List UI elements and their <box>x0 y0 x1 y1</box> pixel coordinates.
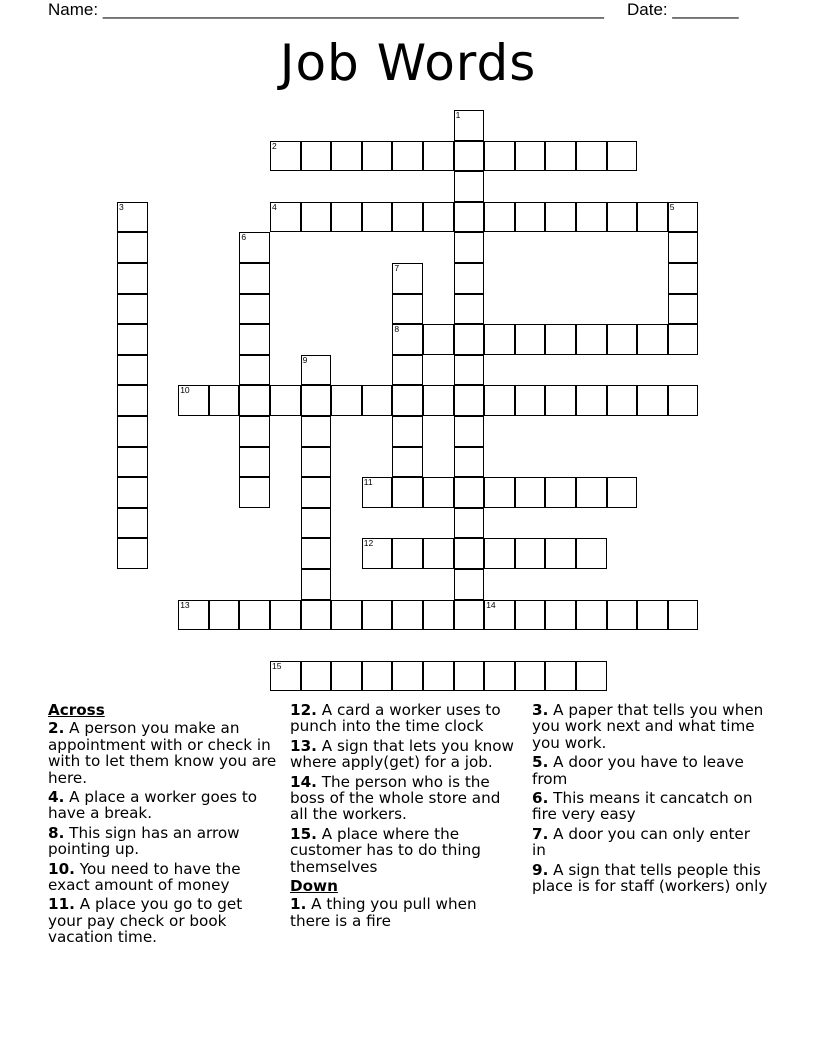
grid-cell[interactable] <box>117 416 148 447</box>
grid-cell[interactable] <box>484 600 515 631</box>
grid-cell[interactable] <box>515 324 546 355</box>
clue-down-3: 3. A paper that tells you when you work next and what time you work. <box>532 701 764 752</box>
grid-cell[interactable] <box>484 324 515 355</box>
grid-cell[interactable] <box>392 385 423 416</box>
grid-cell[interactable] <box>270 661 301 692</box>
grid-cell[interactable] <box>270 600 301 631</box>
grid-cell[interactable] <box>454 110 485 141</box>
grid-cell[interactable] <box>454 447 485 478</box>
grid-cell[interactable] <box>239 355 270 386</box>
grid-cell[interactable] <box>454 355 485 386</box>
grid-cell[interactable] <box>209 385 240 416</box>
cell-number: 8 <box>394 324 400 335</box>
grid-cell[interactable] <box>576 324 607 355</box>
grid-cell[interactable] <box>454 294 485 325</box>
grid-cell[interactable] <box>576 202 607 233</box>
grid-cell[interactable] <box>454 569 485 600</box>
grid-cell[interactable] <box>362 661 393 692</box>
grid-cell[interactable] <box>454 324 485 355</box>
clue-down-9: 9. A sign that tells people this place is for staff (workers) only <box>532 860 768 896</box>
grid-cell[interactable] <box>117 508 148 539</box>
grid-cell[interactable] <box>239 324 270 355</box>
grid-cell[interactable] <box>117 538 148 569</box>
clue-across-14: 14. The person who is the boss of the whole store and all the workers. <box>290 772 501 824</box>
grid-cell[interactable] <box>454 416 485 447</box>
grid-cell[interactable] <box>607 324 638 355</box>
grid-cell[interactable] <box>392 661 423 692</box>
grid-cell[interactable] <box>454 661 485 692</box>
grid-cell[interactable] <box>301 538 332 569</box>
grid-cell[interactable] <box>515 385 546 416</box>
grid-cell[interactable] <box>117 355 148 386</box>
grid-cell[interactable] <box>392 263 423 294</box>
grid-cell[interactable] <box>362 141 393 172</box>
grid-cell[interactable] <box>545 538 576 569</box>
grid-cell[interactable] <box>454 538 485 569</box>
grid-cell[interactable] <box>209 600 240 631</box>
grid-cell[interactable] <box>117 324 148 355</box>
cell-number: 1 <box>455 110 461 120</box>
grid-cell[interactable] <box>668 232 699 263</box>
grid-cell[interactable] <box>239 232 270 263</box>
grid-cell[interactable] <box>515 141 546 172</box>
grid-cell[interactable] <box>362 600 393 631</box>
grid-cell[interactable] <box>270 385 301 416</box>
grid-cell[interactable] <box>454 202 485 233</box>
grid-cell[interactable] <box>117 447 148 478</box>
grid-cell[interactable] <box>362 538 393 569</box>
clue-down-1: 1. A thing you pull when there is a fire <box>290 895 477 930</box>
grid-cell[interactable] <box>117 294 148 325</box>
grid-cell[interactable] <box>301 600 332 631</box>
grid-cell[interactable] <box>362 477 393 508</box>
cell-number: 14 <box>486 599 496 610</box>
grid-cell[interactable] <box>423 202 454 233</box>
grid-cell[interactable] <box>423 477 454 508</box>
across-heading: Across <box>48 701 105 719</box>
grid-cell[interactable] <box>515 661 546 692</box>
grid-cell[interactable] <box>331 202 362 233</box>
grid-cell[interactable] <box>117 232 148 263</box>
grid-cell[interactable] <box>545 661 576 692</box>
grid-cell[interactable] <box>576 477 607 508</box>
grid-cell[interactable] <box>545 324 576 355</box>
grid-cell[interactable] <box>576 538 607 569</box>
grid-cell[interactable] <box>423 600 454 631</box>
grid-cell[interactable] <box>117 477 148 508</box>
date-label: Date: <box>627 0 668 19</box>
page-title: Job Words <box>279 34 537 92</box>
grid-cell[interactable] <box>545 600 576 631</box>
grid-cell[interactable] <box>607 477 638 508</box>
grid-cell[interactable] <box>331 661 362 692</box>
grid-cell[interactable] <box>454 141 485 172</box>
clue-across-13: 13. A sign that lets you know where apply(get) for a job. <box>290 736 514 772</box>
clues-column-2 <box>290 702 518 932</box>
grid-cell[interactable] <box>545 385 576 416</box>
grid-cell[interactable] <box>484 477 515 508</box>
grid-cell[interactable] <box>576 600 607 631</box>
grid-cell[interactable] <box>484 385 515 416</box>
grid-cell[interactable] <box>392 324 423 355</box>
grid-cell[interactable] <box>454 385 485 416</box>
cell-number: 6 <box>241 232 247 243</box>
grid-cell[interactable] <box>607 202 638 233</box>
grid-cell[interactable] <box>392 600 423 631</box>
date-line: _______ <box>672 0 739 19</box>
clue-across-4: 4. A place a worker goes to have a break. <box>48 788 258 823</box>
clue-across-11: 11. A place you go to get your pay check or book vacation time. <box>48 895 243 947</box>
grid-cell[interactable] <box>270 202 301 233</box>
grid-cell[interactable] <box>576 661 607 692</box>
grid-cell[interactable] <box>484 141 515 172</box>
grid-cell[interactable] <box>454 232 485 263</box>
cell-number: 4 <box>272 201 277 212</box>
grid-cell[interactable] <box>239 447 270 478</box>
down-heading: Down <box>290 877 338 896</box>
cell-number: 7 <box>394 263 400 273</box>
grid-cell[interactable] <box>545 202 576 233</box>
grid-cell[interactable] <box>484 202 515 233</box>
grid-cell[interactable] <box>515 477 546 508</box>
clue-across-2: 2. A person you make an appointment with or check in with to let them know you are here. <box>48 719 277 787</box>
grid-cell[interactable] <box>301 355 332 386</box>
grid-cell[interactable] <box>362 385 393 416</box>
grid-cell[interactable] <box>392 141 423 172</box>
clues-column-1 <box>48 702 280 949</box>
grid-cell[interactable] <box>637 385 668 416</box>
grid-cell[interactable] <box>239 477 270 508</box>
grid-cell[interactable] <box>607 141 638 172</box>
grid-cell[interactable] <box>637 600 668 631</box>
grid-cell[interactable] <box>454 171 485 202</box>
grid-cell[interactable] <box>515 600 546 631</box>
grid-cell[interactable] <box>576 141 607 172</box>
grid-cell[interactable] <box>423 538 454 569</box>
grid-cell[interactable] <box>392 538 423 569</box>
grid-cell[interactable] <box>607 600 638 631</box>
grid-cell[interactable] <box>668 202 699 233</box>
grid-cell[interactable] <box>545 477 576 508</box>
clue-across-8: 8. This sign has an arrow pointing up. <box>48 823 240 859</box>
grid-cell[interactable] <box>331 600 362 631</box>
grid-cell[interactable] <box>392 447 423 478</box>
clue-down-5: 5. A door you have to leave from <box>532 753 744 788</box>
cell-number: 2 <box>272 140 277 151</box>
grid-cell[interactable] <box>239 263 270 294</box>
cell-number: 11 <box>363 477 373 488</box>
cell-number: 3 <box>119 201 124 212</box>
cell-number: 10 <box>180 385 190 396</box>
grid-cell[interactable] <box>301 416 332 447</box>
grid-cell[interactable] <box>301 569 332 600</box>
grid-cell[interactable] <box>301 141 332 172</box>
grid-cell[interactable] <box>637 324 668 355</box>
grid-cell[interactable] <box>607 385 638 416</box>
clue-across-12: 12. A card a worker uses to punch into the time clock <box>290 701 501 736</box>
grid-cell[interactable] <box>301 385 332 416</box>
clues-column-3 <box>532 702 768 897</box>
clue-across-15: 15. A place where the customer has to do thing themselves <box>290 824 481 876</box>
grid-cell[interactable] <box>392 294 423 325</box>
grid-cell[interactable] <box>178 600 209 631</box>
grid-cell[interactable] <box>392 202 423 233</box>
grid-cell[interactable] <box>301 508 332 539</box>
grid-cell[interactable] <box>301 477 332 508</box>
clue-across-10: 10. You need to have the exact amount of money <box>48 859 241 895</box>
grid-cell[interactable] <box>454 263 485 294</box>
name-line: _____________________________________________________ <box>102 0 604 19</box>
grid-cell[interactable] <box>484 538 515 569</box>
grid-cell[interactable] <box>515 538 546 569</box>
cell-number: 12 <box>363 538 374 549</box>
grid-cell[interactable] <box>545 141 576 172</box>
grid-cell[interactable] <box>301 447 332 478</box>
grid-cell[interactable] <box>362 202 393 233</box>
grid-cell[interactable] <box>484 661 515 692</box>
cell-number: 13 <box>180 599 190 610</box>
grid-cell[interactable] <box>668 324 699 355</box>
grid-cell[interactable] <box>331 141 362 172</box>
cell-number: 9 <box>302 354 308 365</box>
grid-cell[interactable] <box>301 661 332 692</box>
name-label: Name: <box>48 0 99 19</box>
grid-cell[interactable] <box>239 600 270 631</box>
grid-cell[interactable] <box>576 385 607 416</box>
grid-cell[interactable] <box>239 294 270 325</box>
grid-cell[interactable] <box>301 202 332 233</box>
grid-cell[interactable] <box>117 202 148 233</box>
grid-cell[interactable] <box>331 385 362 416</box>
grid-cell[interactable] <box>668 385 699 416</box>
cell-number: 5 <box>669 201 675 212</box>
grid-cell[interactable] <box>117 385 148 416</box>
grid-cell[interactable] <box>423 324 454 355</box>
grid-cell[interactable] <box>392 477 423 508</box>
grid-cell[interactable] <box>515 202 546 233</box>
grid-cell[interactable] <box>392 355 423 386</box>
grid-cell[interactable] <box>454 477 485 508</box>
grid-cell[interactable] <box>668 294 699 325</box>
grid-cell[interactable] <box>423 661 454 692</box>
grid-cell[interactable] <box>637 202 668 233</box>
grid-cell[interactable] <box>239 416 270 447</box>
grid-cell[interactable] <box>423 141 454 172</box>
grid-cell[interactable] <box>270 141 301 172</box>
grid-cell[interactable] <box>178 385 209 416</box>
grid-cell[interactable] <box>392 416 423 447</box>
grid-cell[interactable] <box>117 263 148 294</box>
clue-down-6: 6. This means it cancatch on fire very easy <box>532 789 753 824</box>
grid-cell[interactable] <box>239 385 270 416</box>
grid-cell[interactable] <box>454 508 485 539</box>
grid-cell[interactable] <box>668 263 699 294</box>
grid-cell[interactable] <box>454 600 485 631</box>
grid-cell[interactable] <box>423 385 454 416</box>
cell-number: 15 <box>272 660 282 671</box>
grid-cell[interactable] <box>668 600 699 631</box>
clue-down-7: 7. A door you can only enter in <box>532 824 750 860</box>
